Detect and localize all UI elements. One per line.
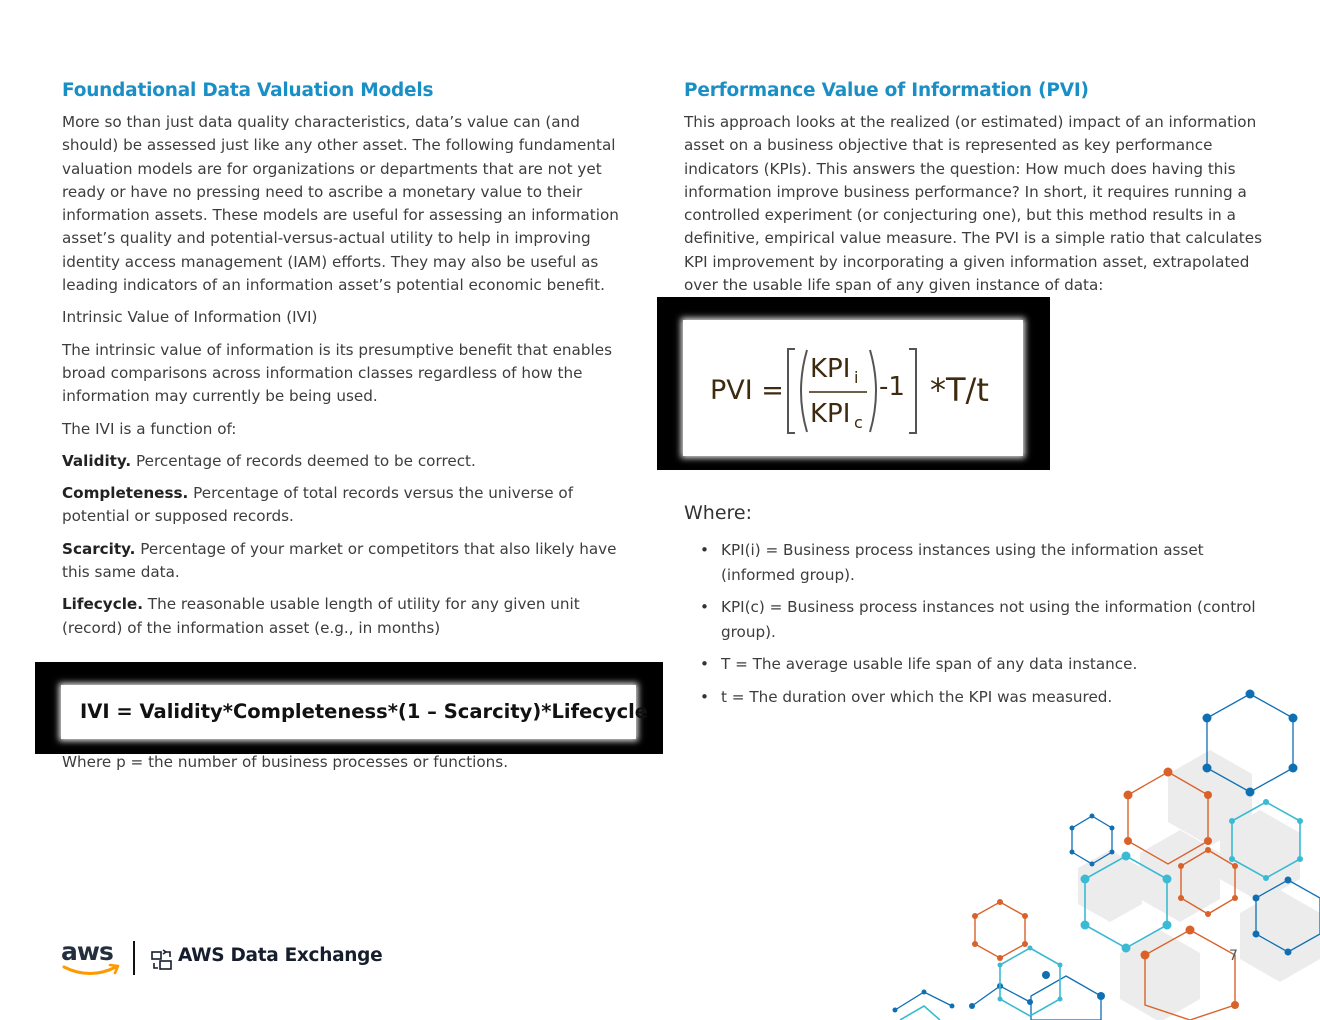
pvi-formula-box: [657, 297, 1050, 470]
pvi-tail: *T/t: [930, 371, 989, 409]
aws-logo: [60, 936, 124, 980]
list-item: [700, 538, 1270, 587]
pvi-formula-graphic: [683, 320, 1023, 456]
ivi-subheading: Intrinsic Value of Information (IVI): [62, 308, 318, 327]
pvi-intro-paragraph: This approach looks at the realized (or estimated) impact of an information asset on a business objective that is represented as key performance indicators (KPIs). This answers the question: How much does having this information improve business performance? In short, it requires running a controlled experiment (or conjecturing one), but this method results in a definitive, empirical value measure. The PVI is a simple ratio that calculates KPI improvement by incorporating a given information asset, extrapolated over the usable life span of any given instance of data:: [684, 113, 1263, 295]
formula-note: Where p = the number of business processes or functions.: [62, 753, 509, 771]
left-column: [62, 80, 640, 649]
factor-completeness: [62, 482, 640, 529]
hexagon-network-illustration: [880, 680, 1320, 1020]
list-item-text: t = The duration over which the KPI was measured.: [721, 687, 1113, 706]
bullet-icon: •: [700, 541, 709, 559]
pvi-numerator: KPI: [810, 354, 851, 384]
where-label: Where:: [684, 502, 753, 524]
list-item: [700, 652, 1270, 677]
ivi-formula: IVI = Validity*Completeness*(1 – Scarcity)*Lifecycle: [61, 685, 636, 739]
bullet-icon: •: [700, 598, 709, 616]
list-item: [700, 595, 1270, 644]
pvi-denominator: KPI: [810, 399, 851, 429]
intro-paragraph: More so than just data quality characteristics, data’s value can (and should) be assessed just like any other asset. The following fundamental valuation models are for organizations or departments that are not yet ready or have no pressing need to ascribe a monetary value to their information assets. These models are useful for assessing an information asset’s quality and potential-versus-actual utility to help in improving identity access management (IAM) efforts. They may also be useful as leading indicators of an information asset’s potential economic benefit.: [62, 113, 619, 295]
factor-term: Validity.: [62, 451, 132, 470]
factor-validity: [62, 450, 640, 473]
footer-separator: [133, 941, 135, 975]
factor-term: Completeness.: [62, 484, 189, 503]
section-heading-foundational: Foundational Data Valuation Models: [62, 80, 434, 101]
list-item-text: T = The average usable life span of any data instance.: [721, 655, 1138, 673]
page-number: 7: [1229, 948, 1238, 964]
ivi-formula-box: [35, 662, 663, 754]
product-name: AWS Data Exchange: [178, 945, 383, 966]
pvi-denominator-sub: c: [854, 413, 863, 432]
factor-lifecycle: [62, 593, 640, 640]
list-item-text: KPI(c) = Business process instances not using the information (control group).: [721, 598, 1256, 641]
left-square-bracket: [788, 349, 795, 433]
bullet-icon: •: [700, 687, 709, 706]
factor-text: Percentage of records deemed to be correct.: [131, 451, 476, 470]
ivi-function-intro: The IVI is a function of:: [62, 419, 237, 438]
right-paren: [870, 350, 876, 432]
factor-text: Percentage of your market or competitors that also likely have this same data.: [62, 539, 617, 582]
pvi-formula: [683, 320, 1023, 456]
factor-term: Lifecycle.: [62, 595, 143, 614]
left-paren: [801, 350, 807, 432]
pvi-minus-one: -1: [879, 372, 905, 402]
ivi-description: The intrinsic value of information is its presumptive benefit that enables broad comparisons across information classes regardless of how the information may currently be being used.: [62, 340, 612, 406]
list-item-text: KPI(i) = Business process instances using the information asset (informed group).: [721, 541, 1204, 584]
data-exchange-icon: [150, 949, 174, 971]
factor-term: Scarcity.: [62, 539, 136, 558]
right-column: [684, 80, 1274, 306]
aws-logo-text: aws: [61, 937, 113, 966]
factor-text: The reasonable usable length of utility for any given unit (record) of the information asset (e.g., in months): [62, 595, 580, 637]
bullet-icon: •: [700, 655, 709, 673]
right-square-bracket: [909, 349, 916, 433]
pvi-numerator-sub: i: [854, 368, 859, 387]
factor-text: Percentage of total records versus the universe of potential or supposed records.: [62, 484, 574, 526]
section-heading-pvi: Performance Value of Information (PVI): [684, 80, 1089, 101]
factor-scarcity: [62, 538, 640, 585]
pvi-lhs: PVI =: [710, 375, 784, 406]
